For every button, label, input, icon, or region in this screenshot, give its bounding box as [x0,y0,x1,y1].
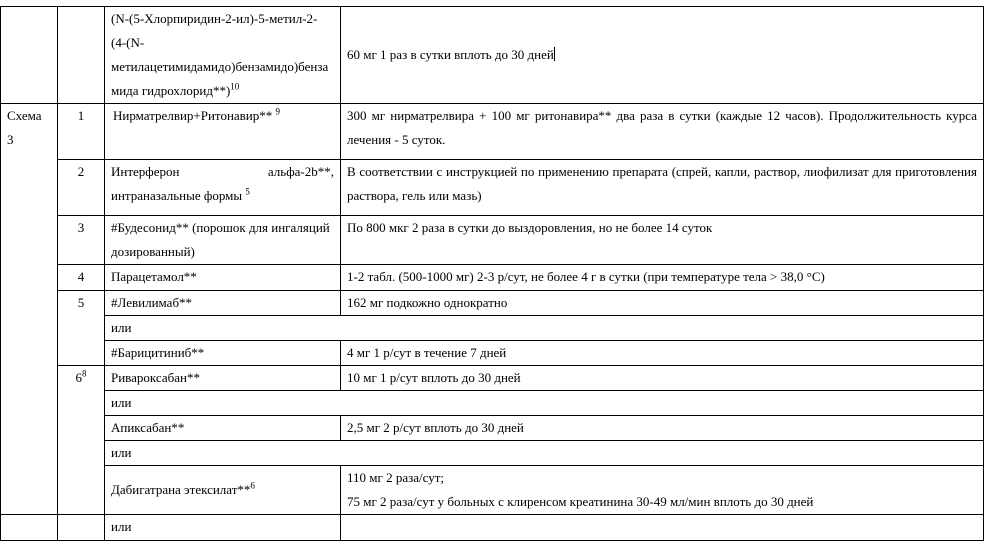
drug-cell [105,104,341,160]
dose-cell: 4 мг 1 р/сут в течение 7 дней [341,341,984,366]
drug-cell: #Будесонид** (порошок для ингаляций дозированный) [105,216,341,265]
table-row [1,515,984,541]
drug-line: (4-(N- [111,35,145,50]
dose-line: 75 мг 2 раза/сут у больных с клиренсом креатинина 30-49 мл/мин вплоть до 30 дней [347,494,814,509]
table-row [1,316,984,341]
dose-cell: 300 мг нирматрелвира + 100 мг ритонавира** два раза в сутки (каждые 12 часов). Продолжительность курса лечения - 5 суток. [341,104,984,160]
table-row [1,391,984,416]
dose-cell [341,466,984,515]
table-row [1,366,984,391]
dose-cell: 10 мг 1 р/сут вплоть до 30 дней [341,366,984,391]
or-cell: или [105,515,341,541]
dose-cell[interactable] [341,7,984,104]
footnote-ref: 9 [275,106,281,117]
treatment-scheme-table [0,6,984,541]
drug-line: мида гидрохлорид**) [111,83,231,98]
dose-cell: 162 мг подкожно однократно [341,291,984,316]
dose-text: 60 мг 1 раз в сутки вплоть до 30 дней [347,47,554,62]
drug-cell: Ривароксабан** [105,366,341,391]
dose-cell: По 800 мкг 2 раза в сутки до выздоровления, но не более 14 суток [341,216,984,265]
or-cell: или [105,391,984,416]
dose-cell: В соответствии с инструкцией по применению препарата (спрей, капли, раствор, лиофилизат для приготовления раствора, гель или мазь) [341,160,984,216]
number-cell: 5 [58,291,105,366]
dose-line: 110 мг 2 раза/сут; [347,470,445,485]
table-row [1,341,984,366]
table-row [1,466,984,515]
row-number: 6 [75,370,82,385]
scheme-cell [1,7,58,104]
number-cell: 4 [58,265,105,291]
number-cell [58,7,105,104]
drug-line: метилацетимидамидо)бензамидо)бенза [111,59,329,74]
drug-cell [105,7,341,104]
table-row [1,104,984,160]
drug-name: Нирматрелвир+Ритонавир** [113,108,276,123]
drug-name: альфа-2b**, [267,164,334,179]
scheme-label: Схема 3 [7,108,42,147]
drug-name: Дабигатрана этексилат** [111,482,251,497]
number-cell: 2 [58,160,105,216]
drug-cell: Парацетамол** [105,265,341,291]
table-row [1,160,984,216]
scheme-cell [1,515,58,541]
dose-cell [341,515,984,541]
number-cell [58,366,105,515]
text-cursor [554,47,555,61]
footnote-ref: 8 [82,368,87,379]
or-cell: или [105,441,984,466]
table-row [1,265,984,291]
table-row [1,441,984,466]
table-row [1,416,984,441]
table-row [1,291,984,316]
footnote-ref: 10 [230,81,240,92]
scheme-label-cell [1,104,58,515]
dose-cell: 2,5 мг 2 р/сут вплоть до 30 дней [341,416,984,441]
drug-cell: Апиксабан** [105,416,341,441]
drug-form: интраназальные формы [111,188,246,203]
table-row [1,7,984,104]
drug-cell [105,466,341,515]
drug-line: (N-(5-Хлорпиридин-2-ил)-5-метил-2- [111,11,318,26]
footnote-ref: 6 [250,480,255,491]
drug-cell: #Барицитиниб** [105,341,341,366]
number-cell [58,515,105,541]
number-cell: 1 [58,104,105,160]
drug-name: Интерферон [111,164,180,179]
dose-cell: 1-2 табл. (500-1000 мг) 2-3 р/сут, не более 4 г в сутки (при температуре тела > 38,0 °C) [341,265,984,291]
or-cell: или [105,316,984,341]
table-row [1,216,984,265]
drug-cell: #Левилимаб** [105,291,341,316]
footnote-ref: 5 [245,186,250,197]
number-cell: 3 [58,216,105,265]
drug-cell [105,160,341,216]
